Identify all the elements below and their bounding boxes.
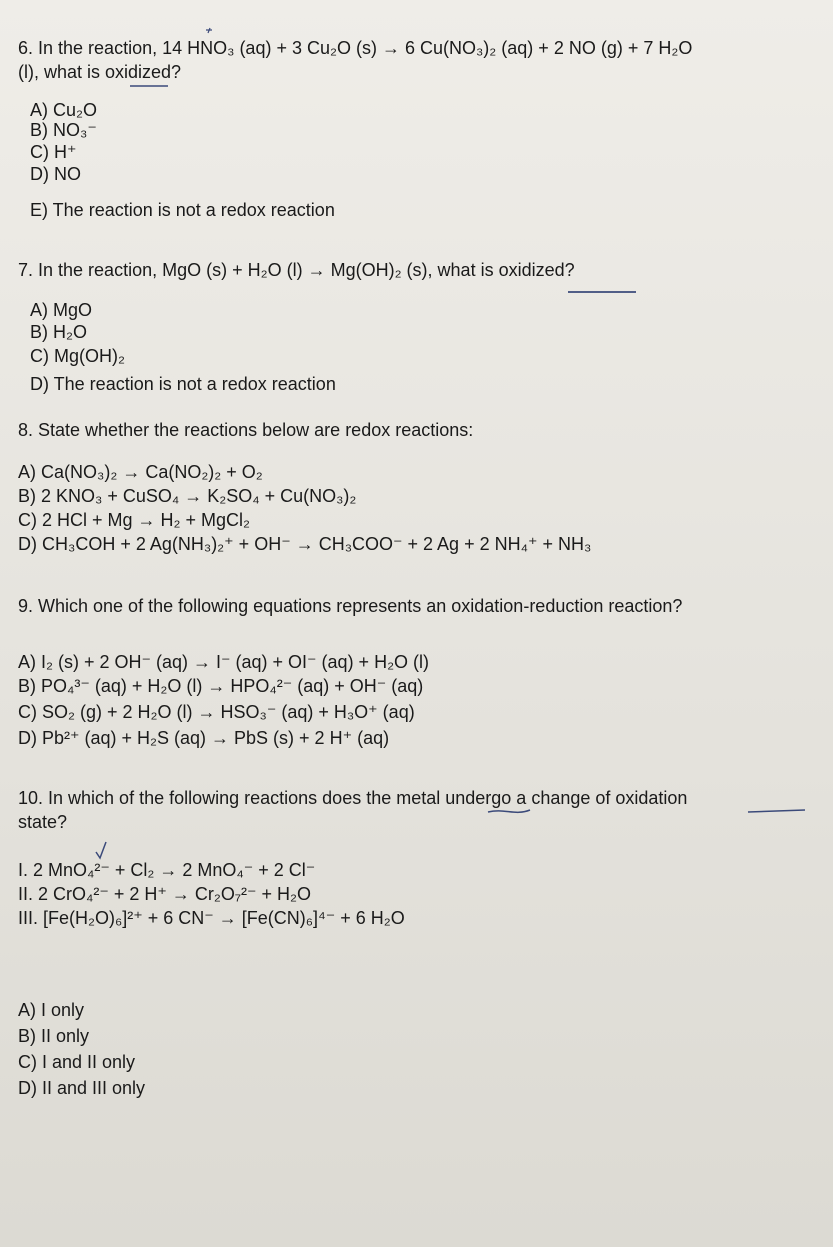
- q7-option-d: D) The reaction is not a redox reaction: [30, 374, 336, 394]
- q9-option-a: A) I₂ (s) + 2 OH⁻ (aq) → I⁻ (aq) + OI⁻ (aq) + H₂O (l): [18, 652, 430, 672]
- q10-option-c: C) I and II only: [18, 1052, 136, 1072]
- q10-reaction-3: III. [Fe(H₂O)₆]²⁺ + 6 CN⁻ → [Fe(CN)₆]⁴⁻ + 6 H₂O: [18, 908, 405, 928]
- q8-option-b: B) 2 KNO₃ + CuSO₄ → K₂SO₄ + Cu(NO₃)₂: [18, 486, 357, 506]
- q9-option-b: B) PO₄³⁻ (aq) + H₂O (l) → HPO₄²⁻ (aq) + OH⁻ (aq): [18, 676, 424, 696]
- q8-stem: 8. State whether the reactions below are redox reactions:: [18, 420, 474, 440]
- q6-option-d: D) NO: [30, 164, 81, 184]
- q8-option-c: C) 2 HCl + Mg → H₂ + MgCl₂: [18, 510, 251, 530]
- q6-stem-line1: 6. In the reaction, 14 HNO₃ (aq) + 3 Cu₂O (s) → 6 Cu(NO₃)₂ (aq) + 2 NO (g) + 7 H₂O: [18, 38, 693, 58]
- q10-option-d: D) II and III only: [18, 1078, 146, 1098]
- pen-underline-q10-oxidation: [748, 810, 805, 812]
- q6-option-e: E) The reaction is not a redox reaction: [30, 200, 335, 220]
- q10-stem-line2: state?: [18, 812, 68, 832]
- q9-option-d: D) Pb²⁺ (aq) + H₂S (aq) → PbS (s) + 2 H⁺ (aq): [18, 728, 390, 748]
- q7-option-b: B) H₂O: [30, 322, 87, 342]
- q10-reaction-1: I. 2 MnO₄²⁻ + Cl₂ → 2 MnO₄⁻ + 2 Cl⁻: [18, 860, 316, 880]
- q9-stem: 9. Which one of the following equations represents an oxidation-reduction reaction?: [18, 596, 683, 616]
- q7-stem: 7. In the reaction, MgO (s) + H₂O (l) → Mg(OH)₂ (s), what is oxidized?: [18, 260, 575, 280]
- q7-option-a: A) MgO: [30, 300, 93, 320]
- q7-option-c: C) Mg(OH)₂: [30, 346, 125, 366]
- pen-underline-q10-metal: [488, 810, 530, 812]
- q10-stem-line1: 10. In which of the following reactions does the metal undergo a change of oxidation: [18, 788, 688, 808]
- q9-option-c: C) SO₂ (g) + 2 H₂O (l) → HSO₃⁻ (aq) + H₃O⁺ (aq): [18, 702, 415, 722]
- q6-option-c: C) H⁺: [30, 142, 77, 162]
- q10-reaction-2: II. 2 CrO₄²⁻ + 2 H⁺ → Cr₂O₇²⁻ + H₂O: [18, 884, 312, 904]
- pen-check-q10: [96, 842, 106, 858]
- pen-mark-q6: [206, 28, 212, 33]
- q6-stem-line2: (l), what is oxidized?: [18, 62, 182, 82]
- q6-option-b: B) NO₃⁻: [30, 120, 97, 140]
- q8-option-a: A) Ca(NO₃)₂ → Ca(NO₂)₂ + O₂: [18, 462, 263, 482]
- q6-option-a: A) Cu₂O: [30, 100, 97, 120]
- q10-option-a: A) I only: [18, 1000, 85, 1020]
- q10-option-b: B) II only: [18, 1026, 90, 1046]
- q8-option-d: D) CH₃COH + 2 Ag(NH₃)₂⁺ + OH⁻ → CH₃COO⁻ + 2 Ag + 2 NH₄⁺ + NH₃: [18, 534, 592, 554]
